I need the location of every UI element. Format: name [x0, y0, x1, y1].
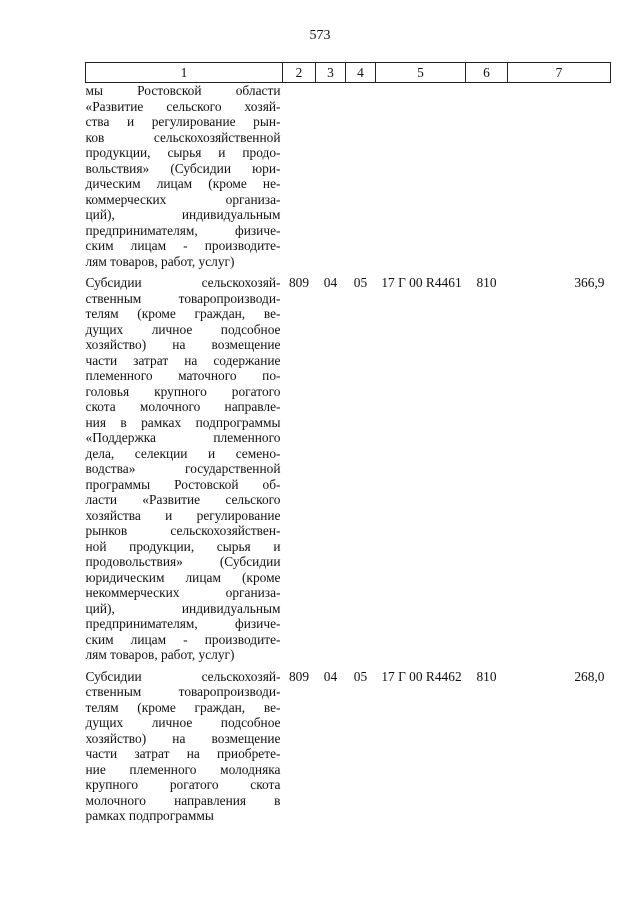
description-line: предпринимателям, физиче-: [85, 222, 281, 238]
description-line: дела, селекции и семено-: [85, 445, 281, 461]
expense-type-code: 810: [476, 668, 497, 684]
section-code: 04: [323, 668, 338, 684]
page-number: 573: [309, 28, 331, 43]
description-line: крупного рогатого скота: [85, 777, 281, 792]
description-line: лям товаров, работ, услуг): [85, 647, 235, 662]
description-line: части затрат на приобрете-: [85, 746, 281, 761]
amount-value: [508, 83, 611, 270]
description-line: ским лицам - производите-: [85, 238, 281, 253]
subsection-code: [346, 83, 376, 270]
description-line: дущих личное подсобное: [85, 321, 281, 337]
description-line: программы Ростовской об-: [85, 476, 281, 492]
header-col-6: 6: [466, 63, 508, 83]
section-code: [316, 83, 346, 270]
header-col-7: 7: [508, 63, 611, 83]
description-line: «Развитие сельского хозяй-: [85, 98, 281, 114]
subsection-code: 05: [353, 275, 368, 290]
amount-value: 268,0: [574, 668, 605, 684]
target-article-code: [376, 83, 466, 270]
header-row: [86, 63, 611, 83]
description-line: хозяйства и регулирование: [85, 507, 281, 523]
description-line: племенного маточного по-: [85, 368, 281, 383]
budget-table: [85, 62, 611, 824]
description-line: скота молочного направле-: [85, 399, 281, 414]
header-col-2: 2: [283, 63, 316, 83]
description-line: продукции, сырья и продо-: [85, 145, 281, 160]
description-line: ной продукции, сырья и: [85, 538, 281, 554]
description-line: головья крупного рогатого: [85, 383, 281, 399]
amount-value: 366,9: [574, 275, 605, 290]
description-line: рамках подпрограммы: [85, 808, 214, 823]
description-line: телям (кроме граждан, ве-: [85, 699, 281, 715]
description-line: мы Ростовской области: [85, 83, 281, 98]
description-line: ственным товаропроизводи-: [85, 290, 281, 306]
description-line: телям (кроме граждан, ве-: [85, 306, 281, 321]
header-col-3: 3: [316, 63, 346, 83]
header-col-5: 5: [376, 63, 466, 83]
description-line: ства и регулирование рын-: [85, 114, 281, 129]
table-row: [86, 83, 611, 270]
expense-type-code: 810: [476, 275, 497, 290]
description-line: хозяйство) на возмещение: [85, 730, 281, 746]
table-body: [86, 83, 611, 824]
target-article-code: 17 Г 00 R4461: [381, 275, 462, 290]
expense-type-code: [466, 83, 508, 270]
description-line: водства» государственной: [85, 461, 281, 476]
table-row: [86, 269, 611, 663]
description-line: Субсидии сельскохозяй-: [85, 275, 281, 290]
ministry-code: [283, 83, 316, 270]
header-col-4: 4: [346, 63, 376, 83]
ministry-code: 809: [288, 668, 310, 684]
description-line: юридическим лицам (кроме: [85, 569, 281, 585]
description-line: продовольствия» (Субсидии: [85, 554, 281, 569]
description-line: ния в рамках подпрограммы: [85, 414, 281, 430]
description-line: рынков сельскохозяйствен-: [85, 523, 281, 538]
description-line: ственным товаропроизводи-: [85, 684, 281, 699]
section-code: 04: [323, 275, 338, 290]
description-line: части затрат на содержание: [85, 352, 281, 368]
ministry-code: 809: [288, 275, 310, 290]
description-line: ций), индивидуальным: [85, 600, 281, 616]
row-description: [86, 269, 283, 663]
description-line: лям товаров, работ, услуг): [85, 253, 235, 269]
row-description: [86, 663, 283, 824]
table-row: [86, 663, 611, 824]
description-line: ласти «Развитие сельского: [85, 492, 281, 507]
target-article-code: 17 Г 00 R4462: [381, 668, 462, 684]
description-line: ций), индивидуальным: [85, 207, 281, 222]
description-line: молочного направления в: [85, 792, 281, 808]
description-line: коммерческих организа-: [85, 191, 281, 207]
description-line: предпринимателям, физиче-: [85, 616, 281, 631]
row-description: [86, 83, 283, 270]
description-line: ние племенного молодняка: [85, 761, 281, 777]
description-line: дическим лицам (кроме не-: [85, 176, 281, 191]
header-col-1: 1: [86, 63, 283, 83]
description-line: «Поддержка племенного: [85, 430, 281, 445]
description-line: дущих личное подсобное: [85, 715, 281, 730]
description-line: ским лицам - производите-: [85, 631, 281, 647]
description-line: некоммерческих организа-: [85, 585, 281, 600]
description-line: ков сельскохозяйственной: [85, 129, 281, 145]
subsection-code: 05: [353, 668, 368, 684]
description-line: хозяйство) на возмещение: [85, 337, 281, 352]
description-line: Субсидии сельскохозяй-: [85, 668, 281, 684]
description-line: вольствия» (Субсидии юри-: [85, 160, 281, 176]
